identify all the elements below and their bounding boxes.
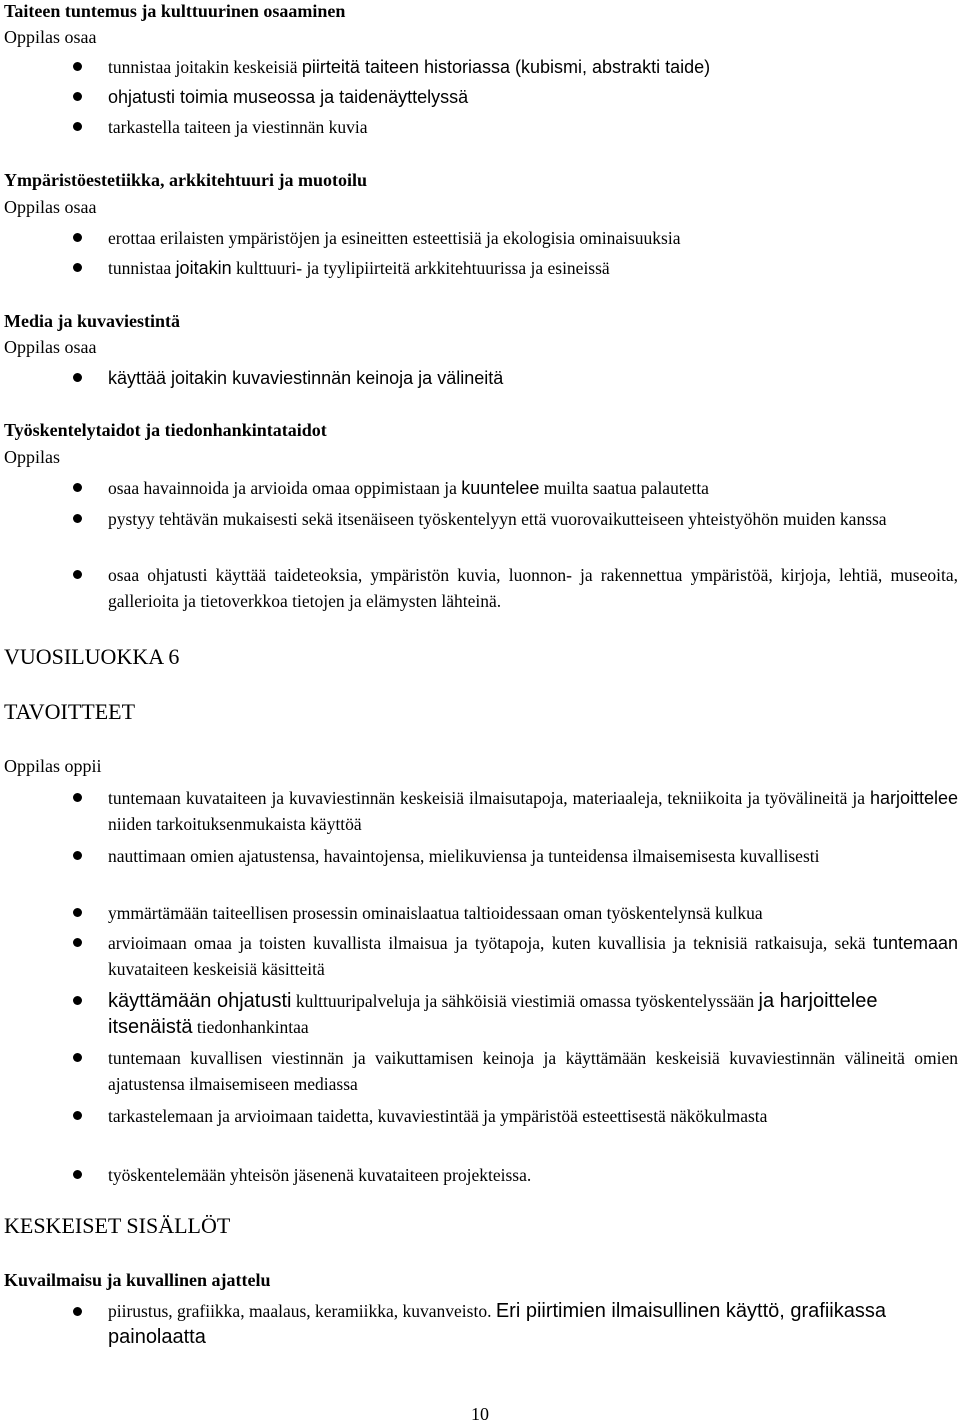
bullet-icon (73, 851, 82, 860)
list-item: erottaa erilaisten ympäristöjen ja esineitten esteettisiä ja ekologisia ominaisuuksia (108, 228, 681, 248)
bullet-icon (73, 938, 82, 947)
bullet-icon (73, 793, 82, 802)
bullet-icon (73, 373, 82, 382)
list-item: tarkastella taiteen ja viestinnän kuvia (108, 117, 368, 137)
bullet-icon (73, 1053, 82, 1062)
bullet-icon (73, 514, 82, 523)
list-item: työskentelemään yhteisön jäsenenä kuvataiteen projekteissa. (108, 1165, 532, 1185)
bullet-icon (73, 122, 82, 131)
section-heading: Työskentelytaidot ja tiedonhankintataidot (4, 420, 327, 440)
bullet-icon (73, 62, 82, 71)
bullet-icon (73, 263, 82, 272)
bullet-icon (73, 233, 82, 242)
content-heading: Kuvailmaisu ja kuvallinen ajattelu (4, 1270, 271, 1290)
section-intro: Oppilas osaa (4, 27, 97, 47)
section-intro: Oppilas osaa (4, 337, 97, 357)
list-item: pystyy tehtävän mukaisesti sekä itsenäiseen työskentelyyn että vuorovaikutteiseen yhteistyöhön muiden kanssa (108, 509, 887, 529)
list-item: tarkastelemaan ja arvioimaan taidetta, kuvaviestintää ja ympäristöä esteettisestä näkökulmasta (108, 1106, 768, 1126)
list-item: käyttää joitakin kuvaviestinnän keinoja ja välineitä (108, 368, 504, 388)
list-item: osaa havainnoida ja arvioida omaa oppimistaan ja kuuntelee muilta saatua palautetta (108, 478, 709, 498)
section-intro: Oppilas osaa (4, 197, 97, 217)
goals-intro: Oppilas oppii (4, 756, 102, 776)
bullet-icon (73, 996, 82, 1005)
list-item: nauttimaan omien ajatustensa, havaintojensa, mielikuviensa ja tunteidensa ilmaisemisesta kuvallisesti (108, 846, 820, 866)
list-item: ohjatusti toimia museossa ja taidenäyttelyssä (108, 87, 469, 107)
bullet-icon (73, 570, 82, 579)
goals-title: TAVOITTEET (4, 699, 136, 724)
list-item: käyttämään ohjatusti kulttuuripalveluja ja sähköisiä viestimiä omassa työskentelyssään ja harjoittelee itsenäistä tiedonhankintaa (108, 990, 878, 1038)
bullet-icon (73, 1307, 82, 1316)
list-item: tunnistaa joitakin kulttuuri- ja tyylipiirteitä arkkitehtuurissa ja esineissä (108, 258, 610, 278)
section-heading: Ympäristöestetiikka, arkkitehtuuri ja muotoilu (4, 170, 368, 190)
content-title: KESKEISET SISÄLLÖT (4, 1213, 231, 1238)
bullet-icon (73, 1170, 82, 1179)
list-item: piirustus, grafiikka, maalaus, keramiikka, kuvanveisto. Eri piirtimien ilmaisullinen käyttö, grafiikassa painolaatta (108, 1300, 886, 1348)
list-item: ymmärtämään taiteellisen prosessin ominaislaatua taltioidessaan oman työskentelynsä kulkua (108, 903, 763, 923)
list-item: tuntemaan kuvallisen viestinnän ja vaikuttamisen keinoja ja käyttämään keskeisiä kuvaviestinnän välineitä omien ajatustensa ilmaisemiseen mediassa (108, 1048, 958, 1094)
section-intro: Oppilas (4, 447, 60, 467)
list-item: tunnistaa joitakin keskeisiä piirteitä taiteen historiassa (kubismi, abstrakti taide) (108, 57, 711, 77)
list-item: osaa ohjatusti käyttää taideteoksia, ympäristön kuvia, luonnon- ja rakennettua ympäristöä, kirjoja, lehtiä, museoita, gallerioita ja tietoverkkoa tietojen ja elämysten lähteinä. (108, 565, 958, 611)
bullet-icon (73, 483, 82, 492)
section-heading: Taiteen tuntemus ja kulttuurinen osaaminen (4, 1, 346, 21)
section-heading: Media ja kuvaviestintä (4, 311, 181, 331)
page-number: 10 (471, 1404, 489, 1424)
list-item: tuntemaan kuvataiteen ja kuvaviestinnän keskeisiä ilmaisutapoja, materiaaleja, tekniikoita ja työvälineitä ja harjoittelee niiden tarkoituksenmukaista käyttöä (108, 788, 958, 834)
bullet-icon (73, 908, 82, 917)
list-item: arvioimaan omaa ja toisten kuvallista ilmaisua ja työtapoja, kuten kuvallisia ja teknisiä ratkaisuja, sekä tuntemaan kuvataiteen keskeisiä käsitteitä (108, 933, 958, 979)
bullet-icon (73, 1111, 82, 1120)
grade-title: VUOSILUOKKA 6 (4, 644, 180, 669)
bullet-icon (73, 92, 82, 101)
